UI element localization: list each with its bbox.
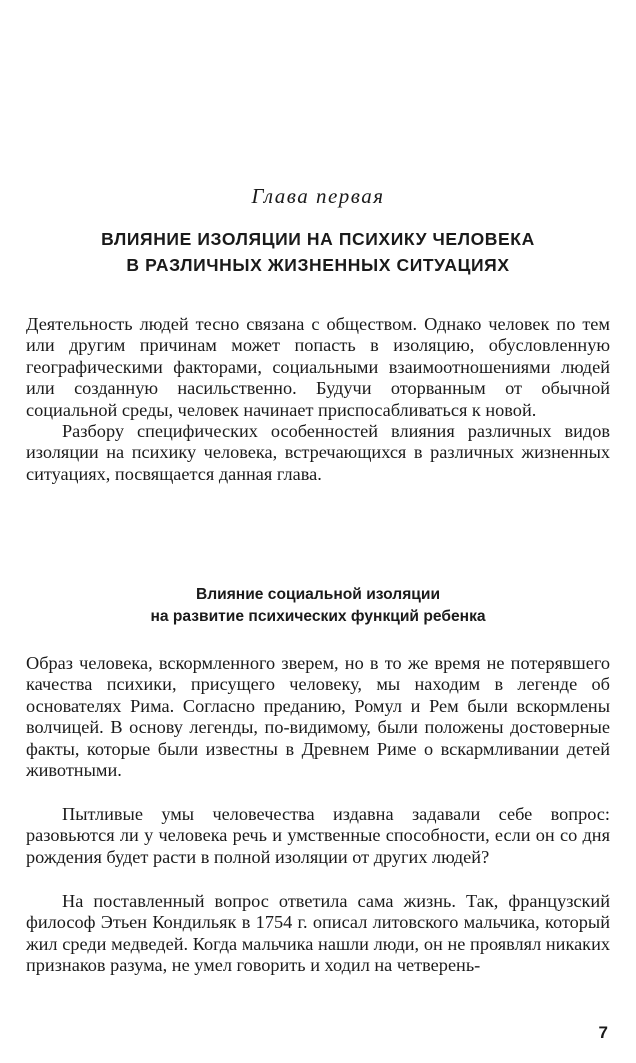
body-paragraph-1: Образ человека, вскормленного зверем, но в то же время не потерявшего качества психики, присущего человеку, мы находим в легенде об основателях Рима. Согласно преданию, Ромул и Рем были вскормлены волчицей. В основу легенды, по-видимому, были положены достоверные факты, которые были известны в Древнем Риме о вскармливании детей животными. (26, 653, 610, 781)
chapter-title-line-2: В РАЗЛИЧНЫХ ЖИЗНЕННЫХ СИТУАЦИЯХ (126, 255, 510, 275)
chapter-title (40, 226, 596, 278)
intro-text (26, 314, 610, 485)
section-title-line-2: на развитие психических функций ребенка (150, 608, 486, 625)
body-paragraph-3-wrap (26, 891, 610, 977)
section-title (40, 584, 596, 628)
intro-paragraph-2: Разбору специфических особенностей влияния различных видов изоляции на психику человека, встречающихся в различных жизненных ситуациях, посвящается данная глава. (26, 421, 610, 484)
section-title-line-1: Влияние социальной изоляции (195, 586, 441, 603)
chapter-label: Глава первая (251, 184, 385, 208)
chapter-title-line-1: ВЛИЯНИЕ ИЗОЛЯЦИИ НА ПСИХИКУ ЧЕЛОВЕКА (101, 229, 535, 249)
body-paragraph-3: На поставленный вопрос ответила сама жизнь. Так, французский философ Этьен Кондильяк в 1754 г. описал литовского мальчика, который жил среди медведей. Когда мальчика нашли люди, он не проявлял никаких признаков разума, не умел говорить и ходил на четверень- (26, 891, 610, 976)
body-paragraph-2-wrap (26, 804, 610, 868)
page-number: 7 (598, 1023, 608, 1042)
body-paragraph-2: Пытливые умы человечества издавна задавали себе вопрос: разовьются ли у человека речь и умственные способности, если он со дня рождения будет расти в полной изоляции от других людей? (26, 804, 610, 867)
intro-paragraph-1: Деятельность людей тесно связана с обществом. Однако человек по тем или другим причинам может попасть в изоляцию, обусловленную географическими факторами, социальными взаимоотношениями людей или созданную насильственно. Будучи оторванным от обычной социальной среды, человек начинает приспосабливаться к новой. (26, 314, 610, 420)
